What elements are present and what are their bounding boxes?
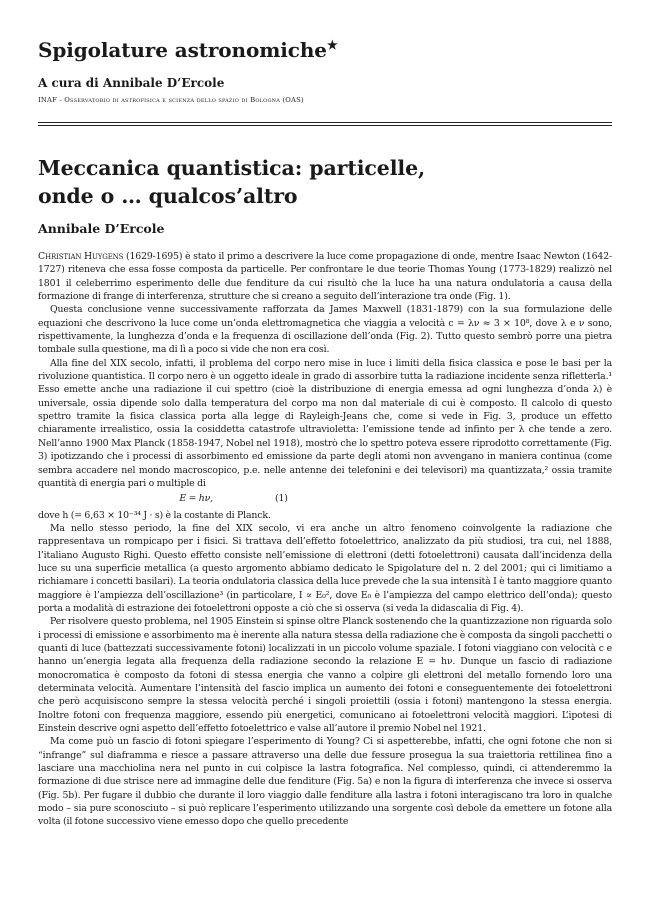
editor-affiliation: INAF - Osservatorio di astrofisica e scienza dello spazio di Bologna (OAS): [38, 96, 304, 104]
paragraph-2: Questa conclusione venne successivamente rafforzata da James Maxwell (1831-1879) con la sua formulazione delle equazioni che descrivono la luce come un’onda elettromagnetica che viaggia a velocità c = λν ≈ 3 × 10⁸, dove λ e ν sono, rispettivamente, la lunghezza d’onda e la frequenza di oscillazione dell’onda (Fig. 2). Tutto questo sembrò porre una pietra tombale sulla questione, ma di lì a poco si vide che non era così.: [38, 304, 612, 356]
equation-number: (1): [275, 493, 288, 505]
title-line-2: onde o … qualcos’altro: [38, 184, 298, 208]
paragraph-1: [38, 250, 612, 303]
paragraph-3: Alla fine del XIX secolo, infatti, il problema del corpo nero mise in luce i limiti della fisica classica e pose le basi per la rivoluzione quantistica. Il corpo nero è un oggetto ideale in grado di assorbire tutta la radiazione incidente senza rifletterla.¹ Esso emette anche una radiazione il cui spettro (cioè la distribuzione di energia emessa ad ogni lunghezza d’onda λ) è universale, ossia dipende solo dalla temperatura del corpo ma non dal materiale di cui è composto. Il calcolo di questo spettro tramite la fisica classica porta alla legge di Rayleigh-Jeans che, come si vede in Fig. 3, produce un effetto chiaramente irrealistico, ossia la cosiddetta catastrofe ultravioletta: l’emissione tende ad infinto per λ che tende a zero. Nell’anno 1900 Max Planck (1858-1947, Nobel nel 1918), mostrò che lo spettro poteva essere riprodotto correttamente (Fig. 3) ipotizzando che i processi di assorbimento ed emissione da parte degli atomi non avvengano in maniera continua (come sembra accadere nel mondo macroscopico, p.e. nelle antenne dei telefonini e dei televisori) ma quantizzata,² ossia tramite quantità di energia pari o multiple di: [38, 357, 612, 489]
paragraph-1-lead-name: Christian Huygens: [38, 251, 124, 262]
paragraph-1-text: (1629-1695) è stato il primo a descrivere la luce come propagazione di onde, mentre Isaac Newton (1642-1727) riteneva che essa fosse composta da particelle. Per confrontare le due teorie Thomas Young (1773-1829) realizzò nel 1801 il celeberrimo esperimento delle due fenditure da cui risultò che la luce ha una natura ondulatoria a causa della formazione di frange di interferenza, strutture che si creano a seguito dell’interazione tra onde (Fig. 1).: [38, 251, 612, 303]
column-editor: A cura di Annibale D’Ercole: [38, 76, 225, 90]
column-header: [38, 32, 612, 63]
header-rule-bottom: [38, 125, 612, 126]
article-body: [38, 250, 612, 829]
header-rule-top: [38, 122, 612, 123]
star-mark-icon: ★: [326, 38, 338, 52]
paragraph-4: dove h (= 6,63 × 10⁻³⁴ J · s) è la costante di Planck.: [38, 509, 271, 521]
paragraph-6: Per risolvere questo problema, nel 1905 Einstein si spinse oltre Planck sostenendo che la quantizzazione non riguarda solo i processi di emissione e assorbimento ma è inerente alla natura stessa della radiazione che è composta da singoli pacchetti o quanti di luce (battezzati successivamente fotoni) localizzati in un piccolo volume spaziale. I fotoni viaggiano con velocità c e hanno un’energia legata alla frequenza della radiazione secondo la relazione E = hν. Dunque un fascio di radiazione monocromatica è composto da fotoni di stessa energia che vanno a colpire gli elettroni del metallo fornendo loro una determinata velocità. Aumentare l’intensità del fascio implica un aumento dei fotoni e conseguentemente dei fotoelettroni che però acquisiscono sempre la stessa velocità perché i singoli proiettili (ossia i fotoni) mantengono la stessa energia. Inoltre fotoni con frequenza maggiore, essendo più energetici, comunicano ai fotoelettroni velocità maggiori. L’ipotesi di Einstein descrive ogni aspetto dell’effetto fotoelettrico e valse all’autore il premio Nobel nel 1921.: [38, 616, 612, 735]
page: [38, 32, 612, 828]
article-author: Annibale D’Ercole: [38, 221, 165, 236]
title-line-1: Meccanica quantistica: particelle,: [38, 156, 426, 180]
paragraph-5: Ma nello stesso periodo, la fine del XIX secolo, vi era anche un altro fenomeno coinvolgente la radiazione che rappresentava un rompicapo per i fisici. Si trattava dell’effetto fotoelettrico, analizzato da più studiosi, tra cui, nel 1888, l’italiano Augusto Righi. Questo effetto consiste nell’emissione di elettroni (detti fotoelettroni) causata dall’incidenza della luce su una superficie metallica (a questo argomento abbiamo dedicato le Spigolature del n. 2 del 2001; qui ci limitiamo a richiamare i concetti basilari). La teoria ondulatoria classica della luce prevede che la sua intensità I è tanto maggiore quanto maggiore è l’ampiezza dell’oscillazione³ (in particolare, I ∝ E₀², dove E₀ è l’ampiezza del campo elettrico dell’onda); questo porta a modalità di estrazione dei fotoelettroni opposte a ciò che si osserva (si veda la didascalia di Fig. 4).: [38, 522, 612, 614]
paragraph-7: Ma come può un fascio di fotoni spiegare l’esperimento di Young? Ci si aspetterebbe, infatti, che ogni fotone che non si “infrange” sul diaframma e riesce a passare attraverso una delle due fessure prosegua la sua traiettoria rettilinea fino a lasciare una macchiolina nera nel punto in cui colpisce la lastra fotografica. Nel complesso, quindi, ci attenderemmo la formazione di due strisce nere ad immagine delle due fenditure (Fig. 5a) e non la figura di interferenza che invece si osserva (Fig. 5b). Per fugare il dubbio che durante il loro viaggio dalle fenditure alla lastra i fotoni interagiscano tra loro in qualche modo – sia pure sconosciuto – si può replicare l’esperimento utilizzando una sorgente così debole da emettere un fotone alla volta (il fotone successivo viene emesso dopo che quello precedente: [38, 736, 612, 828]
article-title: [38, 154, 612, 210]
equation-body: E = hν,: [179, 493, 213, 505]
equation-1: [38, 492, 612, 505]
column-title: Spigolature astronomiche: [38, 38, 327, 62]
